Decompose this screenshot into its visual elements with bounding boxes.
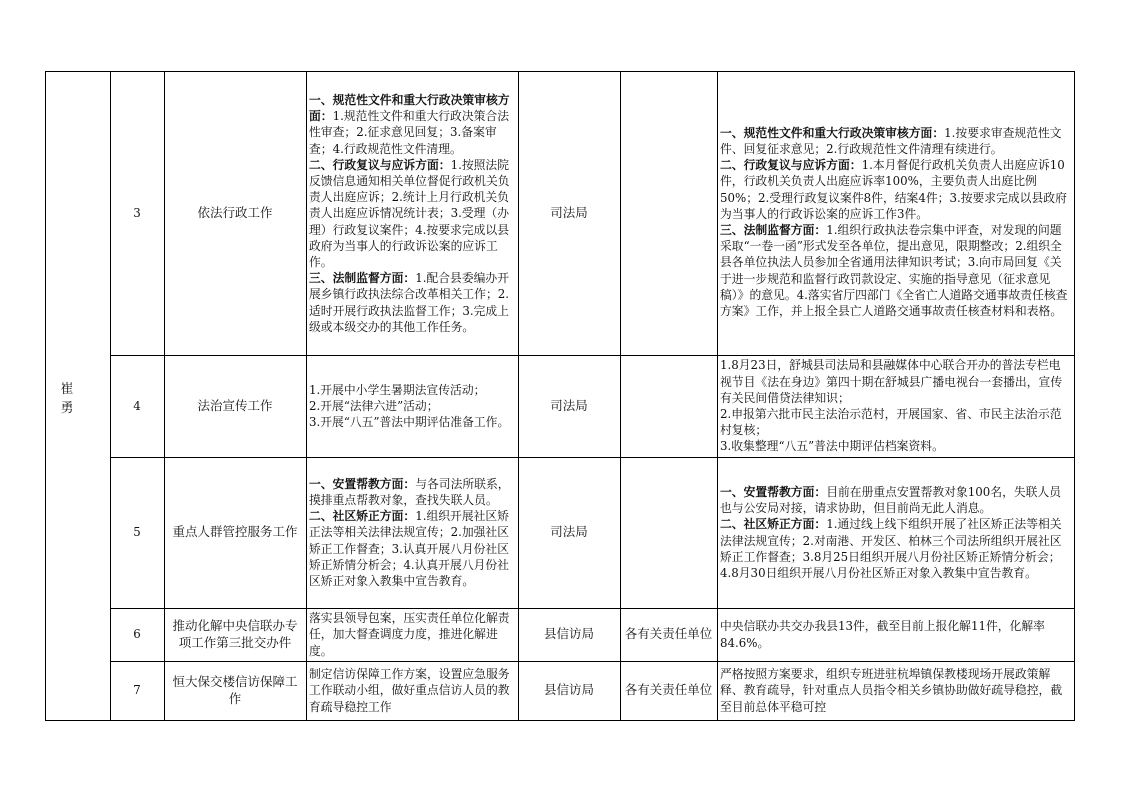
progress-status (717, 457, 1074, 608)
measures-text: 1.配合县委编办开展乡镇行政执法综合改革相关工作；2.适时开展行政执法监督工作；3.完成上级或本级交办的其他工作任务。 (309, 271, 510, 334)
measures-heading: 一、规范性文件和重大行政决策审核方面： (309, 92, 510, 124)
lead-unit: 司法局 (550, 205, 588, 221)
lead-unit: 县信访局 (543, 626, 594, 642)
measures-text: 1.按照法院反馈信息通知相关单位督促行政机关负责人出庭应诉；2.统计上月行政机关负责人出庭应诉情况统计表；3.受理（办理）行政复议案件；4.按要求完成以县政府为当事人的行政诉讼案的应诉工作。 (309, 157, 510, 269)
progress-text: 1.通过线上线下组织开展了社区矫正法等相关法律法规宣传；2.对南港、开发区、柏林三个司法所组织开展社区矫正工作督查；3.8月25日组织开展八月份社区矫正矫情分析会；4.8月30日组织开展八月份社区矫正对象入教集中宣告教育。 (720, 517, 1062, 580)
measures-text: 1.规范性文件和重大行政决策合法性审查；2.征求意见回复；3.备案审查；4.行政规范性文件清理。 (309, 109, 510, 156)
row-number: 7 (133, 683, 141, 698)
work-report-table (45, 71, 1075, 721)
task-name: 法治宣传工作 (197, 397, 273, 413)
task-name: 推动化解中央信联办专项工作第三批交办件 (172, 618, 298, 650)
lead-unit: 县信访局 (543, 682, 594, 698)
progress-line: 1.8月23日，舒城县司法局和县融媒体中心联合开办的普法专栏电视节目《法在身边》第四十期在舒城县广播电视台一套播出，宣传有关民间借贷法律知识； (720, 358, 1063, 405)
progress-status (717, 355, 1074, 457)
work-measures (306, 457, 518, 608)
measures-text: 1.组织开展社区矫正法等相关法律法规宣传；2.加强社区矫正工作督查；3.认真开展八月份社区矫正矫情分析会；4.认真开展八月份社区矫正对象入教集中宣告教育。 (309, 509, 510, 588)
cooperating-unit: 各有关责任单位 (624, 626, 713, 642)
measures-line: 3.开展“八五”普法中期评估准备工作。 (309, 415, 510, 430)
progress-heading: 二、社区矫正方面： (720, 517, 827, 532)
responsible-person: 崔 勇 (60, 382, 96, 416)
work-measures: 制定信访保障工作方案，设置应急服务工作联动小组，做好重点信访人员的教育疏导稳控工作 (309, 667, 510, 714)
measures-text: 与各司法所联系，摸排重点帮教对象，查找失联人员。 (309, 476, 510, 507)
progress-heading: 一、规范性文件和重大行政决策审核方面： (720, 125, 945, 140)
measures-heading: 二、社区矫正方面： (309, 509, 416, 524)
task-name: 依法行政工作 (197, 205, 273, 221)
progress-text: 1.按要求审查规范性文件、回复征求意见；2.行政规范性文件清理有续进行。 (720, 125, 1062, 156)
progress-line: 3.收集整理“八五”普法中期评估档案资料。 (720, 439, 944, 454)
task-name: 重点人群管控服务工作 (172, 524, 298, 540)
progress-heading: 二、行政复议与应诉方面： (720, 158, 862, 173)
progress-status (717, 72, 1074, 355)
progress-text: 1.本月督促行政机关负责人出庭应诉10件，行政机关负责人出庭应诉率100%，主要负责人出庭比例50%；2.受理行政复议案件8件，结案4件；3.按要求完成以县政府为当事人的行政诉讼案的应诉工作3件。 (720, 158, 1067, 221)
progress-heading: 一、安置帮教方面： (720, 484, 827, 499)
row-number: 4 (133, 398, 141, 413)
measures-line: 2.开展“法律六进”活动； (309, 398, 439, 413)
cooperating-unit (620, 457, 717, 608)
task-name: 恒大保交楼信访保障工作 (172, 674, 298, 706)
lead-unit: 司法局 (550, 397, 588, 413)
row-number: 3 (133, 206, 141, 221)
measures-heading: 三、法制监督方面： (309, 271, 416, 286)
progress-text: 1.组织行政执法卷宗集中评查，对发现的问题采取“一卷一函”形式发至各单位，提出意见，限期整改；2.组织全县各单位执法人员参加全省通用法律知识考试；3.向市局回复《关于进一步规范和监督行政罚款设定、实施的指导意见（征求意见稿）》的意见。4.落实省厅四部门《全省亡人道路交通事故责任核查方案》工作，并上报全县亡人道路交通事故责任核查材料和表格。 (720, 223, 1068, 319)
work-measures (306, 72, 518, 355)
progress-line: 2.申报第六批市民主法治示范村，开展国家、省、市民主法治示范村复核； (720, 407, 1062, 438)
lead-unit: 司法局 (550, 524, 588, 540)
work-measures (306, 355, 518, 457)
measures-heading: 一、安置帮教方面： (309, 476, 416, 491)
cooperating-unit: 各有关责任单位 (624, 682, 713, 698)
progress-status: 严格按照方案要求，组织专班进驻杭埠镇保教楼现场开展政策解释、教育疏导，针对重点人员指令相关乡镇协助做好疏导稳控，截至目前总体平稳可控 (720, 667, 1063, 714)
row-number: 6 (133, 627, 141, 642)
progress-text: 目前在册重点安置帮教对象100名，失联人员也与公安局对接，请求协助，但目前尚无此人消息。 (720, 484, 1062, 516)
cooperating-unit (620, 72, 717, 355)
progress-status: 中央信联办共交办我县13件，截至目前上报化解11件，化解率84.6%。 (720, 619, 1045, 650)
work-measures: 落实县领导包案，压实责任单位化解责任，加大督查调度力度，推进化解进度。 (309, 611, 510, 658)
row-number: 5 (133, 525, 141, 540)
measures-heading: 二、行政复议与应诉方面： (309, 157, 451, 172)
measures-line: 1.开展中小学生暑期法宣传活动； (309, 382, 486, 397)
cooperating-unit (620, 355, 717, 457)
progress-heading: 三、法制监督方面： (720, 223, 827, 237)
